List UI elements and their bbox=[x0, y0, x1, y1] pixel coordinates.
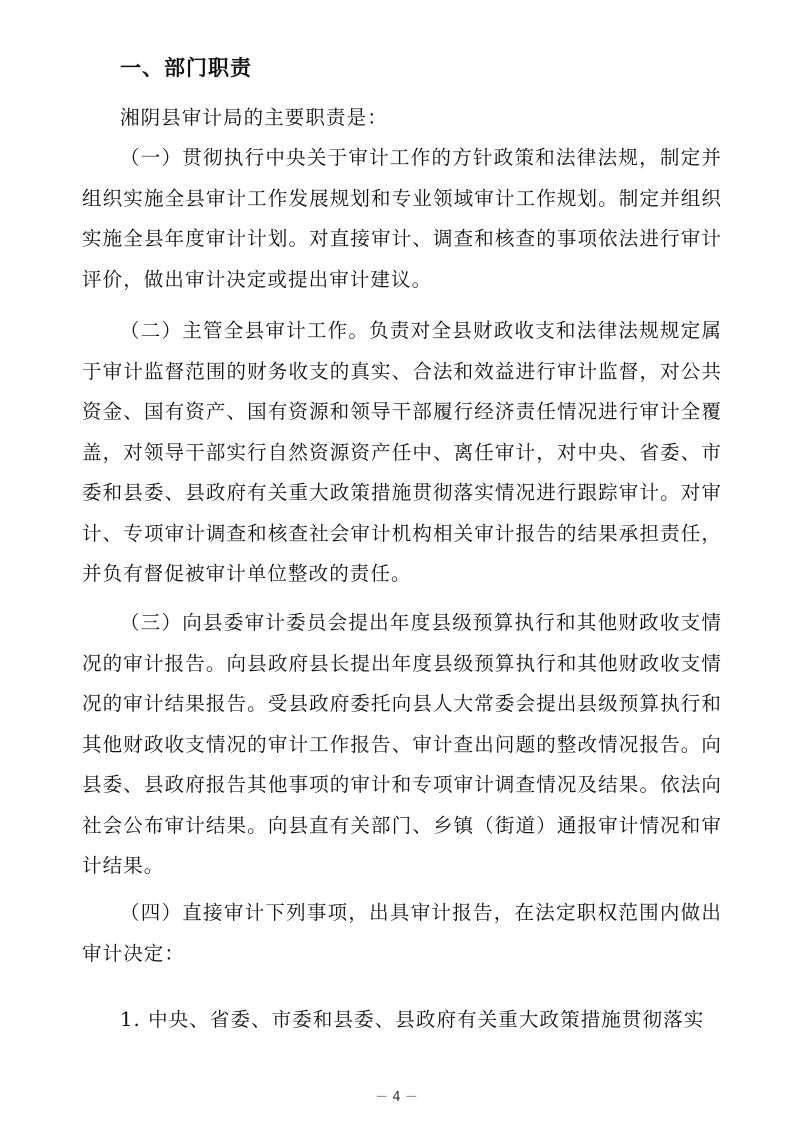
paragraph-duty-2: （二）主管全县审计工作。负责对全县财政收支和法律法规规定属于审计监督范围的财务收支的真实、合法和效益进行审计监督，对公共资金、国有资产、国有资源和领导干部履行经济责任情况进行审计全覆盖，对领导干部实行自然资源资产任中、离任审计，对中央、省委、市委和县委、县政府有关重大政策措施贯彻落实情况进行跟踪审计。对审计、专项审计调查和核查社会审计机构相关审计报告的结果承担责任，并负有督促被审计单位整改的责任。 bbox=[82, 319, 722, 585]
paragraph-duty-1: （一）贯彻执行中央关于审计工作的方针政策和法律法规，制定并组织实施全县审计工作发展规划和专业领域审计工作规划。制定并组织实施全县年度审计计划。对直接审计、调查和核查的事项依法进行审计评价，做出审计决定或提出审计建议。 bbox=[82, 146, 722, 291]
intro-paragraph: 湘阴县审计局的主要职责是： bbox=[120, 106, 388, 129]
section-heading: 一、部门职责 bbox=[120, 56, 252, 80]
paragraph-item-1: 1. 中央、省委、市委和县委、县政府有关重大政策措施贯彻落实 bbox=[120, 1008, 705, 1031]
paragraph-duty-4: （四）直接审计下列事项，出具审计报告，在法定职权范围内做出审计决定： bbox=[82, 901, 722, 965]
paragraph-duty-3: （三）向县委审计委员会提出年度县级预算执行和其他财政收支情况的审计报告。向县政府县长提出年度县级预算执行和其他财政收支情况的审计结果报告。受县政府委托向县人大常委会提出县级预算执行和其他财政收支情况的审计工作报告、审计查出问题的整改情况报告。向县委、县政府报告其他事项的审计和专项审计调查情况及结果。依法向社会公布审计结果。向县直有关部门、乡镇（街道）通报审计情况和审计结果。 bbox=[82, 611, 722, 877]
page-number: － 4 － bbox=[375, 1090, 418, 1105]
